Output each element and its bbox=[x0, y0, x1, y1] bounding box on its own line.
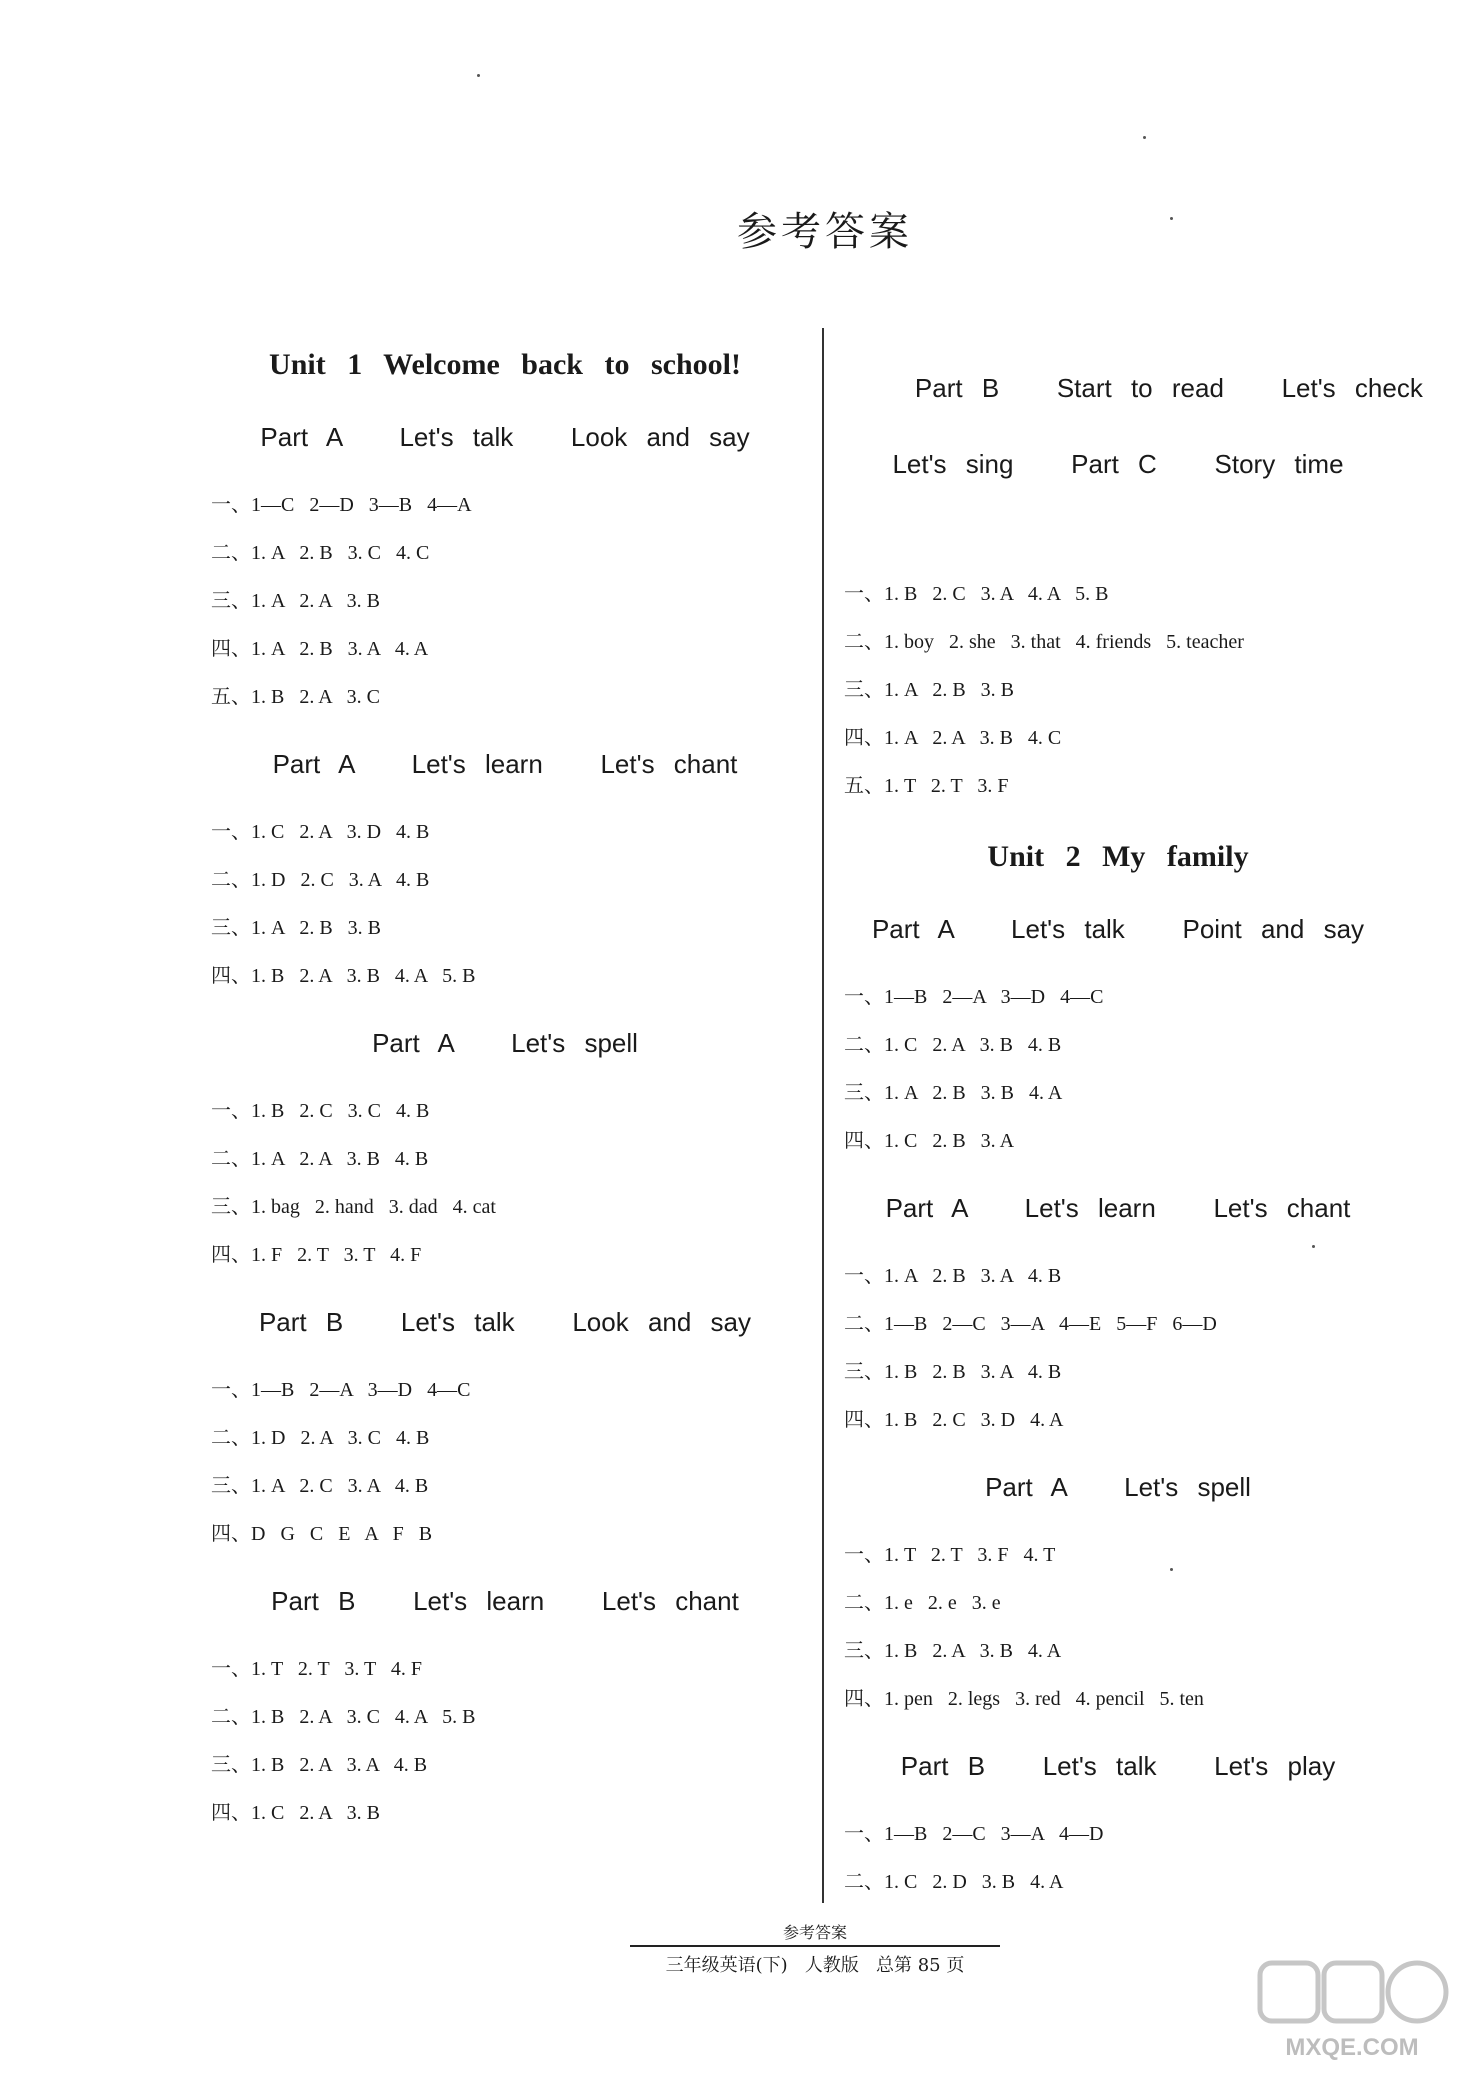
section-title-line1: Part B Start to read Let's check bbox=[914, 373, 1423, 403]
answer-line: 三、1. A 2. B 3. B bbox=[844, 679, 1015, 701]
answer-line: 四、1. pen 2. legs 3. red 4. pencil 5. ten bbox=[844, 1688, 1204, 1710]
right-column bbox=[838, 330, 1423, 1906]
footer-title: 参考答案 bbox=[782, 1923, 847, 1942]
section-title: Part A Let's spell bbox=[372, 1028, 638, 1058]
section-title bbox=[838, 342, 1423, 542]
page-title: 参考答案 bbox=[737, 209, 913, 255]
answer-line: 三、1. A 2. A 3. B bbox=[211, 590, 380, 612]
scan-speck bbox=[1170, 1568, 1173, 1571]
watermark-text: MXQE.COM bbox=[1285, 2034, 1419, 2061]
answer-line: 二、1. B 2. A 3. C 4. A 5. B bbox=[211, 1706, 476, 1728]
answer-line: 三、1. A 2. C 3. A 4. B bbox=[211, 1475, 429, 1497]
scan-speck bbox=[1143, 136, 1146, 139]
answer-line: 二、1. A 2. B 3. C 4. C bbox=[211, 542, 430, 564]
watermark-icon bbox=[1252, 1955, 1452, 2065]
answer-line: 四、1. C 2. A 3. B bbox=[211, 1802, 380, 1824]
answer-line: 二、1. C 2. A 3. B 4. B bbox=[844, 1034, 1062, 1056]
answer-line: 三、1. B 2. A 3. B 4. A bbox=[844, 1640, 1062, 1662]
answer-list bbox=[838, 570, 1398, 810]
answer-line: 二、1. A 2. A 3. B 4. B bbox=[211, 1148, 429, 1170]
answer-line: 四、1. A 2. B 3. A 4. A bbox=[211, 638, 429, 660]
left-sections bbox=[205, 422, 805, 1837]
section-title: Part A Let's talk Look and say bbox=[260, 422, 750, 452]
section-title: Part B Let's learn Let's chant bbox=[271, 1586, 739, 1616]
answer-line: 二、1. D 2. C 3. A 4. B bbox=[211, 869, 430, 891]
answer-line: 三、1. bag 2. hand 3. dad 4. cat bbox=[211, 1196, 496, 1218]
answer-line: 四、1. B 2. A 3. B 4. A 5. B bbox=[211, 965, 476, 987]
answer-line: 一、1. A 2. B 3. A 4. B bbox=[844, 1265, 1062, 1287]
answer-line: 一、1. T 2. T 3. T 4. F bbox=[211, 1658, 422, 1680]
section-title: Part A Let's talk Point and say bbox=[871, 914, 1365, 944]
answer-line: 二、1. C 2. D 3. B 4. A bbox=[844, 1871, 1064, 1893]
answer-line: 二、1. e 2. e 3. e bbox=[844, 1592, 1001, 1614]
scan-speck bbox=[477, 74, 480, 77]
answer-line: 一、1—C 2—D 3—B 4—A bbox=[211, 494, 472, 516]
answer-line: 四、1. F 2. T 3. T 4. F bbox=[211, 1244, 422, 1266]
answer-line: 二、1. boy 2. she 3. that 4. friends 5. teacher bbox=[844, 631, 1244, 653]
answer-line: 一、1—B 2—A 3—D 4—C bbox=[211, 1379, 471, 1401]
footer-info: 三年级英语(下) 人教版 总第 85 页 bbox=[665, 1955, 965, 1976]
answer-line: 一、1. B 2. C 3. A 4. A 5. B bbox=[844, 583, 1109, 605]
answer-line: 二、1. D 2. A 3. C 4. B bbox=[211, 1427, 430, 1449]
answer-line: 四、1. C 2. B 3. A bbox=[844, 1130, 1015, 1152]
answer-line: 一、1. C 2. A 3. D 4. B bbox=[211, 821, 430, 843]
scan-speck bbox=[1170, 217, 1173, 220]
answer-line: 四、1. B 2. C 3. D 4. A bbox=[844, 1409, 1064, 1431]
section-title: Part A Let's spell bbox=[985, 1472, 1251, 1502]
answer-line: 三、1. B 2. B 3. A 4. B bbox=[844, 1361, 1062, 1383]
answer-line: 一、1. T 2. T 3. F 4. T bbox=[844, 1544, 1056, 1566]
page-footer bbox=[630, 1920, 1000, 1977]
watermark-logo bbox=[1252, 1955, 1452, 2065]
answer-line: 四、D G C E A F B bbox=[211, 1523, 433, 1545]
unit-title: Unit 1 Welcome back to school! bbox=[269, 348, 741, 381]
section-title: Part A Let's learn Let's chant bbox=[885, 1193, 1351, 1223]
section-title: Part B Let's talk Let's play bbox=[900, 1751, 1336, 1781]
column-divider bbox=[822, 328, 824, 1903]
answer-line: 一、1. B 2. C 3. C 4. B bbox=[211, 1100, 430, 1122]
section-title: Part A Let's learn Let's chant bbox=[272, 749, 738, 779]
answer-line: 三、1. A 2. B 3. B bbox=[211, 917, 382, 939]
answer-line: 一、1—B 2—A 3—D 4—C bbox=[844, 986, 1104, 1008]
right-sections bbox=[838, 914, 1398, 1906]
section-title: Part B Let's talk Look and say bbox=[258, 1307, 752, 1337]
left-column bbox=[205, 330, 805, 1837]
section-title-line2: Let's sing Part C Story time bbox=[892, 449, 1344, 479]
answer-line: 五、1. T 2. T 3. F bbox=[844, 775, 1009, 797]
answer-line: 三、1. B 2. A 3. A 4. B bbox=[211, 1754, 428, 1776]
answer-line: 五、1. B 2. A 3. C bbox=[211, 686, 380, 708]
unit-title: Unit 2 My family bbox=[987, 840, 1249, 873]
answer-line: 一、1—B 2—C 3—A 4—D bbox=[844, 1823, 1104, 1845]
answer-line: 三、1. A 2. B 3. B 4. A bbox=[844, 1082, 1063, 1104]
footer-rule bbox=[630, 1945, 1000, 1947]
answer-line: 四、1. A 2. A 3. B 4. C bbox=[844, 727, 1062, 749]
answer-line: 二、1—B 2—C 3—A 4—E 5—F 6—D bbox=[844, 1313, 1217, 1335]
scan-speck bbox=[1312, 1245, 1315, 1248]
